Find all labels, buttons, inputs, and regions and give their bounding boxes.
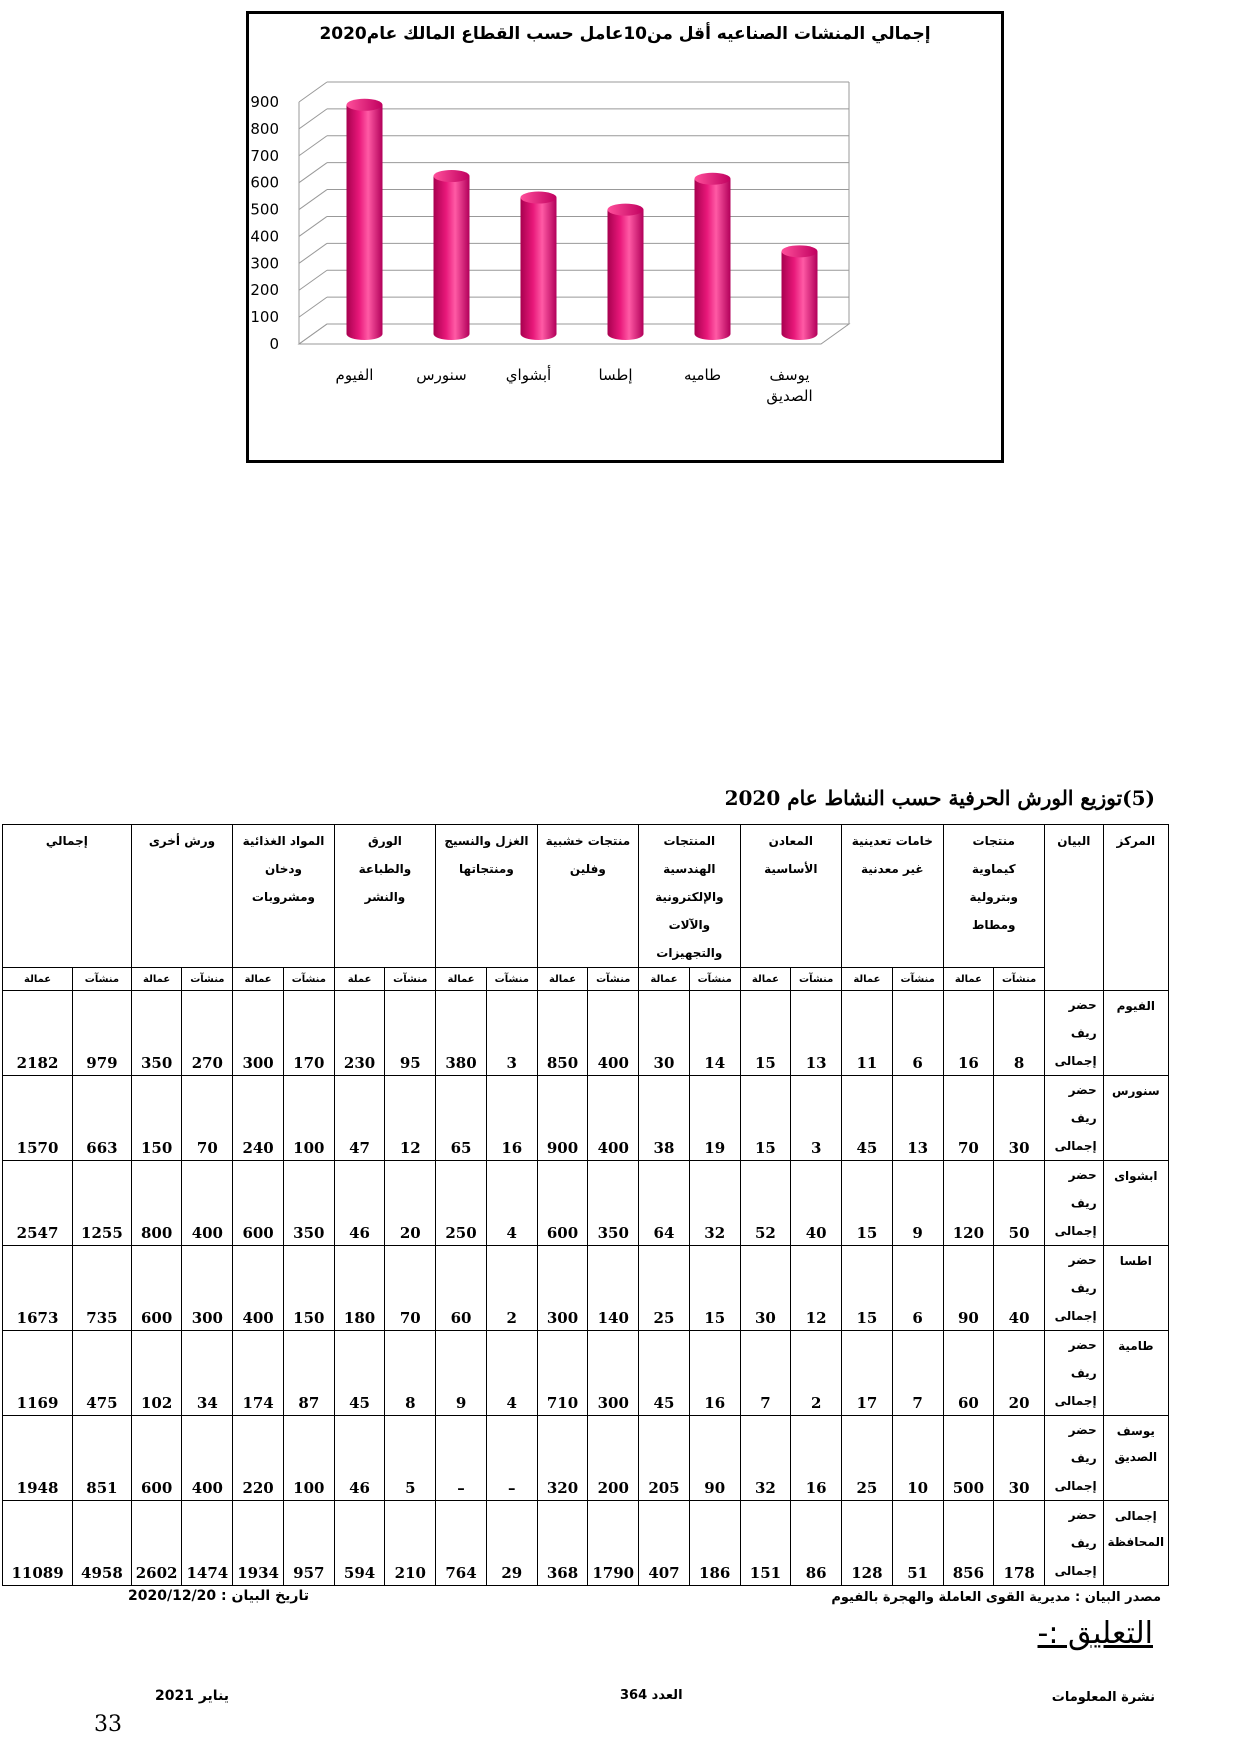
table-cell: 174 <box>233 1331 284 1416</box>
table-cell: 12 <box>385 1076 436 1161</box>
table-cell: 20 <box>385 1161 436 1246</box>
y-tick-label: 900 <box>250 93 279 111</box>
row-label: إجمالى <box>1054 1394 1097 1408</box>
table-cell: 205 <box>639 1416 690 1501</box>
header-activity <box>131 825 232 968</box>
row-label: حضر <box>1068 1508 1097 1522</box>
table-cell: 14 <box>689 991 740 1076</box>
row-center-line: الفيوم <box>1116 999 1156 1013</box>
header-activity-line: كيماوية <box>971 862 1016 876</box>
header-activity-line: ومنتجاتها <box>459 862 514 876</box>
table-cell: 3 <box>486 991 537 1076</box>
table-cell: 32 <box>689 1161 740 1246</box>
table-cell: 16 <box>943 991 994 1076</box>
row-label: ريف <box>1070 1026 1097 1040</box>
row-label: ريف <box>1070 1536 1097 1550</box>
table-cell: 70 <box>943 1076 994 1161</box>
table-cell: 30 <box>639 991 690 1076</box>
header-activity-line: ودخان <box>264 862 302 876</box>
sub-header: منشآت <box>283 968 334 991</box>
y-tick-label: 600 <box>250 173 279 192</box>
row-labels <box>1044 1246 1103 1331</box>
table-cell: 11 <box>842 991 893 1076</box>
bar-top <box>608 204 644 216</box>
table-cell: 186 <box>689 1501 740 1586</box>
y-tick-label: 100 <box>250 308 279 327</box>
sub-header: منشآت <box>486 968 537 991</box>
table-cell: 900 <box>537 1076 588 1161</box>
table-cell: 2602 <box>131 1501 182 1586</box>
table-row <box>3 1246 1169 1331</box>
table-cell: 1169 <box>3 1331 73 1416</box>
table-row <box>3 991 1169 1076</box>
table-cell: 52 <box>740 1161 791 1246</box>
bar-top <box>782 245 818 257</box>
row-center-line: طامية <box>1118 1339 1154 1353</box>
table-cell: 300 <box>537 1246 588 1331</box>
bar-chart <box>249 14 1001 460</box>
table-cell: – <box>486 1416 537 1501</box>
table-cell: 87 <box>283 1331 334 1416</box>
table-cell: 6 <box>892 991 943 1076</box>
table-cell: 25 <box>842 1416 893 1501</box>
row-center-line: اطسا <box>1119 1254 1152 1268</box>
row-center-line: ابشواى <box>1114 1169 1158 1183</box>
row-label: إجمالى <box>1054 1139 1097 1153</box>
table-cell: 710 <box>537 1331 588 1416</box>
table-cell: 38 <box>639 1076 690 1161</box>
table-cell: 300 <box>233 991 284 1076</box>
table-cell: 34 <box>182 1331 233 1416</box>
bar <box>347 105 383 340</box>
table-cell: 270 <box>182 991 233 1076</box>
data-date: تاريخ البيان : 2020/12/20 <box>128 1588 309 1604</box>
table-cell: 17 <box>842 1331 893 1416</box>
row-labels <box>1044 1501 1103 1586</box>
table-cell: 60 <box>943 1331 994 1416</box>
table-cell: 240 <box>233 1076 284 1161</box>
header-activity <box>639 825 740 968</box>
x-category-label: سنورس <box>416 366 467 384</box>
row-label: إجمالى <box>1054 1054 1097 1068</box>
table-cell: 8 <box>385 1331 436 1416</box>
table-cell: 65 <box>436 1076 487 1161</box>
table-cell: 15 <box>842 1161 893 1246</box>
table-cell: 764 <box>436 1501 487 1586</box>
sub-header: منشآت <box>385 968 436 991</box>
row-label: إجمالى <box>1054 1309 1097 1323</box>
header-activity-line: والتجهيزات <box>656 946 723 960</box>
table-cell: 1790 <box>588 1501 639 1586</box>
table-cell: 9 <box>436 1331 487 1416</box>
table-cell: 400 <box>233 1246 284 1331</box>
table-cell: 90 <box>943 1246 994 1331</box>
table-cell: 40 <box>994 1246 1045 1331</box>
table-row <box>3 1331 1169 1416</box>
row-label: ريف <box>1070 1366 1097 1380</box>
row-label: إجمالى <box>1054 1564 1097 1578</box>
header-activity <box>943 825 1044 968</box>
chart-panel <box>246 11 1004 463</box>
sub-header: عملة <box>334 968 385 991</box>
gridline-diagonal <box>299 216 327 236</box>
page-number: 33 <box>94 1712 122 1737</box>
table-cell: 6 <box>892 1246 943 1331</box>
table-cell: 1474 <box>182 1501 233 1586</box>
sub-header: منشآت <box>689 968 740 991</box>
table-cell: 16 <box>791 1416 842 1501</box>
x-category-label: أبشواي <box>505 366 552 384</box>
table-cell: 90 <box>689 1416 740 1501</box>
header-activity-line: المعادن <box>768 834 813 848</box>
table-row <box>3 1161 1169 1246</box>
header-activity-line: إجمالي <box>45 834 88 848</box>
sub-header: منشآت <box>994 968 1045 991</box>
table-cell: 594 <box>334 1501 385 1586</box>
row-center-line: المحافظة <box>1107 1535 1165 1549</box>
bar <box>521 198 557 340</box>
bar <box>608 210 644 340</box>
table-cell: 400 <box>182 1161 233 1246</box>
header-activity-line: والإلكترونية <box>655 890 724 904</box>
row-label: ريف <box>1070 1196 1097 1210</box>
header-center: المركز <box>1103 825 1168 991</box>
sub-header: عمالة <box>943 968 994 991</box>
chart-title: إجمالي المنشات الصناعيه أقل من10عامل حسب القطاع المالك عام2020 <box>319 24 931 44</box>
table-cell: 47 <box>334 1076 385 1161</box>
table-cell: 100 <box>283 1416 334 1501</box>
row-label: حضر <box>1068 1423 1097 1437</box>
table-cell: 851 <box>73 1416 132 1501</box>
row-label: ريف <box>1070 1281 1097 1295</box>
table-cell: 979 <box>73 991 132 1076</box>
table-cell: 180 <box>334 1246 385 1331</box>
table-cell: 178 <box>994 1501 1045 1586</box>
table-cell: 1255 <box>73 1161 132 1246</box>
table-cell: 2 <box>791 1331 842 1416</box>
table-cell: 13 <box>791 991 842 1076</box>
table-cell: 600 <box>537 1161 588 1246</box>
gridline-diagonal <box>299 82 327 102</box>
table-cell: 250 <box>436 1161 487 1246</box>
table-cell: 1948 <box>3 1416 73 1501</box>
table-cell: 663 <box>73 1076 132 1161</box>
table-cell: 29 <box>486 1501 537 1586</box>
table-cell: 45 <box>842 1076 893 1161</box>
row-label: حضر <box>1068 998 1097 1012</box>
sub-header: منشآت <box>791 968 842 991</box>
x-category-label: يوسف <box>769 366 810 384</box>
table-cell: 856 <box>943 1501 994 1586</box>
footer-bulletin: نشرة المعلومات <box>1051 1690 1155 1705</box>
sub-header: منشآت <box>588 968 639 991</box>
row-label: إجمالى <box>1054 1224 1097 1238</box>
table-cell: 600 <box>233 1161 284 1246</box>
gridline-diagonal <box>299 109 327 129</box>
bar-top <box>695 173 731 185</box>
header-activity-line: الغزل والنسيج <box>444 834 529 848</box>
table-cell: 46 <box>334 1416 385 1501</box>
table-cell: 368 <box>537 1501 588 1586</box>
table-cell: 600 <box>131 1416 182 1501</box>
table-cell: 380 <box>436 991 487 1076</box>
header-activity <box>740 825 841 968</box>
row-center <box>1103 1416 1168 1501</box>
data-source: مصدر البيان : مديرية القوى العاملة والهجرة بالفيوم <box>831 1590 1161 1605</box>
table-cell: 12 <box>791 1246 842 1331</box>
table-cell: 100 <box>283 1076 334 1161</box>
table-cell: 735 <box>73 1246 132 1331</box>
table-cell: 15 <box>740 991 791 1076</box>
header-activity <box>233 825 334 968</box>
table-cell: 25 <box>639 1246 690 1331</box>
table-cell: 400 <box>182 1416 233 1501</box>
table-cell: 4958 <box>73 1501 132 1586</box>
table-cell: 600 <box>131 1246 182 1331</box>
sub-header: عمالة <box>436 968 487 991</box>
table-cell: 7 <box>740 1331 791 1416</box>
table-cell: 15 <box>740 1076 791 1161</box>
row-center-line: إجمالى <box>1114 1509 1157 1523</box>
bar-top <box>347 99 383 111</box>
workshops-table <box>2 824 1169 1586</box>
y-tick-label: 200 <box>250 281 279 300</box>
row-labels <box>1044 1076 1103 1161</box>
sub-header: عمالة <box>639 968 690 991</box>
table-cell: 30 <box>740 1246 791 1331</box>
table-cell: 15 <box>689 1246 740 1331</box>
sub-header: عمالة <box>537 968 588 991</box>
table-cell: 800 <box>131 1161 182 1246</box>
table-cell: 70 <box>182 1076 233 1161</box>
row-center-line: سنورس <box>1111 1084 1160 1098</box>
row-label: حضر <box>1068 1168 1097 1182</box>
sub-header: عمالة <box>3 968 73 991</box>
row-center <box>1103 1501 1168 1586</box>
y-tick-label: 800 <box>250 119 279 138</box>
header-activity-line: الهندسية <box>663 862 716 876</box>
x-category-label: الصديق <box>766 387 813 405</box>
table-cell: 9 <box>892 1161 943 1246</box>
row-label: حضر <box>1068 1253 1097 1267</box>
row-labels <box>1044 1161 1103 1246</box>
header-activity-line: منتجات <box>972 834 1015 848</box>
table-cell: 400 <box>588 1076 639 1161</box>
table-row <box>3 1501 1169 1586</box>
header-activity-line: خامات تعدينية <box>851 834 933 848</box>
row-center <box>1103 1246 1168 1331</box>
table-cell: 7 <box>892 1331 943 1416</box>
table-cell: 150 <box>283 1246 334 1331</box>
table-cell: 4 <box>486 1161 537 1246</box>
gridline-diagonal <box>299 270 327 290</box>
table-cell: 407 <box>639 1501 690 1586</box>
table-cell: 11089 <box>3 1501 73 1586</box>
header-activity-line: والطباعة <box>358 862 412 876</box>
table-row <box>3 1076 1169 1161</box>
table-cell: 220 <box>233 1416 284 1501</box>
y-tick-label: 0 <box>269 335 279 353</box>
header-activity-line: الورق <box>368 834 402 848</box>
table-cell: 46 <box>334 1161 385 1246</box>
row-label: إجمالى <box>1054 1479 1097 1493</box>
table-cell: 2182 <box>3 991 73 1076</box>
table-cell: 40 <box>791 1161 842 1246</box>
table-cell: 350 <box>131 991 182 1076</box>
table-cell: 45 <box>334 1331 385 1416</box>
commentary-heading: التعليق :- <box>1037 1616 1153 1651</box>
table-cell: 16 <box>689 1331 740 1416</box>
table-cell: 30 <box>994 1076 1045 1161</box>
table-row <box>3 1416 1169 1501</box>
header-activity-line: والآلات <box>668 918 711 932</box>
row-center <box>1103 1076 1168 1161</box>
table-cell: 16 <box>486 1076 537 1161</box>
row-labels <box>1044 1331 1103 1416</box>
header-activity <box>334 825 435 968</box>
gridline-diagonal <box>299 243 327 263</box>
header-activity-line: ومشروبات <box>251 890 315 904</box>
row-label: ريف <box>1070 1451 1097 1465</box>
row-center-line: يوسف <box>1116 1424 1155 1438</box>
header-activity-line: الأساسية <box>764 862 818 876</box>
table-cell: 32 <box>740 1416 791 1501</box>
bar <box>782 251 818 340</box>
table-cell: 350 <box>588 1161 639 1246</box>
gridline-diagonal <box>299 297 327 317</box>
table-cell: 151 <box>740 1501 791 1586</box>
sub-header: عمالة <box>740 968 791 991</box>
table-cell: 95 <box>385 991 436 1076</box>
table-cell: 45 <box>639 1331 690 1416</box>
header-activity-line: غير معدنية <box>861 862 924 876</box>
gridline-diagonal <box>299 190 327 210</box>
header-activity-line: والنشر <box>364 890 406 904</box>
header-activity-line: وبترولية <box>969 890 1018 904</box>
table-cell: 3 <box>791 1076 842 1161</box>
header-statement: البيان <box>1044 825 1103 991</box>
bar-top <box>434 170 470 182</box>
header-activity <box>3 825 132 968</box>
sub-header: منشآت <box>892 968 943 991</box>
header-activity-line: منتجات خشبية <box>545 834 631 848</box>
table-cell: 51 <box>892 1501 943 1586</box>
header-activity <box>842 825 943 968</box>
y-tick-label: 300 <box>250 254 279 273</box>
header-activity-line: المنتجات <box>663 834 716 848</box>
table-cell: 2547 <box>3 1161 73 1246</box>
table-cell: 50 <box>994 1161 1045 1246</box>
table-cell: 8 <box>994 991 1045 1076</box>
bar-top <box>521 192 557 204</box>
table-cell: 140 <box>588 1246 639 1331</box>
table-cell: 1570 <box>3 1076 73 1161</box>
sub-header: عمالة <box>233 968 284 991</box>
row-labels <box>1044 1416 1103 1501</box>
gridline-diagonal <box>299 163 327 183</box>
header-activity-line: المواد الغذائية <box>242 834 325 848</box>
row-label: حضر <box>1068 1083 1097 1097</box>
row-label: حضر <box>1068 1338 1097 1352</box>
row-center <box>1103 991 1168 1076</box>
sub-header: عمالة <box>131 968 182 991</box>
y-tick-label: 500 <box>250 200 279 219</box>
bar <box>434 176 470 340</box>
table-cell: 210 <box>385 1501 436 1586</box>
sub-header: منشآت <box>182 968 233 991</box>
table-cell: 300 <box>182 1246 233 1331</box>
table-cell: 300 <box>588 1331 639 1416</box>
row-center <box>1103 1331 1168 1416</box>
table-cell: 30 <box>994 1416 1045 1501</box>
table-cell: 13 <box>892 1076 943 1161</box>
table-cell: 400 <box>588 991 639 1076</box>
x-category-label: طاميه <box>683 366 722 384</box>
header-activity-line: وفلين <box>569 862 606 876</box>
x-category-label: إطسا <box>598 366 633 384</box>
table-cell: – <box>436 1416 487 1501</box>
table-cell: 19 <box>689 1076 740 1161</box>
header-activity <box>436 825 537 968</box>
table-cell: 350 <box>283 1161 334 1246</box>
footer-issue: العدد 364 <box>620 1688 683 1703</box>
table-cell: 102 <box>131 1331 182 1416</box>
table-cell: 128 <box>842 1501 893 1586</box>
sub-header: منشآت <box>73 968 132 991</box>
sub-header: عمالة <box>842 968 893 991</box>
header-activity-line: ورش أخرى <box>148 834 216 848</box>
footer-date: يناير 2021 <box>155 1688 230 1704</box>
x-category-label: الفيوم <box>335 366 374 384</box>
table-cell: 150 <box>131 1076 182 1161</box>
table-cell: 86 <box>791 1501 842 1586</box>
table-cell: 10 <box>892 1416 943 1501</box>
table-cell: 1673 <box>3 1246 73 1331</box>
table-cell: 64 <box>639 1161 690 1246</box>
gridline-diagonal <box>299 136 327 156</box>
table-cell: 200 <box>588 1416 639 1501</box>
table-cell: 60 <box>436 1246 487 1331</box>
table-cell: 475 <box>73 1331 132 1416</box>
table-cell: 170 <box>283 991 334 1076</box>
table-cell: 500 <box>943 1416 994 1501</box>
table-cell: 5 <box>385 1416 436 1501</box>
table-title: (5)توزيع الورش الحرفية حسب النشاط عام 2020 <box>724 786 1155 810</box>
row-label: ريف <box>1070 1111 1097 1125</box>
y-tick-label: 700 <box>250 146 279 165</box>
row-center-line: الصديق <box>1114 1450 1158 1464</box>
table-cell: 1934 <box>233 1501 284 1586</box>
table-cell: 20 <box>994 1331 1045 1416</box>
bar <box>695 179 731 340</box>
header-activity <box>537 825 638 968</box>
table-cell: 230 <box>334 991 385 1076</box>
table-cell: 70 <box>385 1246 436 1331</box>
row-center <box>1103 1161 1168 1246</box>
table-cell: 320 <box>537 1416 588 1501</box>
header-activity-line: ومطاط <box>971 918 1016 932</box>
table-cell: 15 <box>842 1246 893 1331</box>
table-cell: 2 <box>486 1246 537 1331</box>
row-labels <box>1044 991 1103 1076</box>
table-cell: 957 <box>283 1501 334 1586</box>
y-tick-label: 400 <box>250 227 279 246</box>
table-cell: 120 <box>943 1161 994 1246</box>
table-cell: 850 <box>537 991 588 1076</box>
table-cell: 4 <box>486 1331 537 1416</box>
